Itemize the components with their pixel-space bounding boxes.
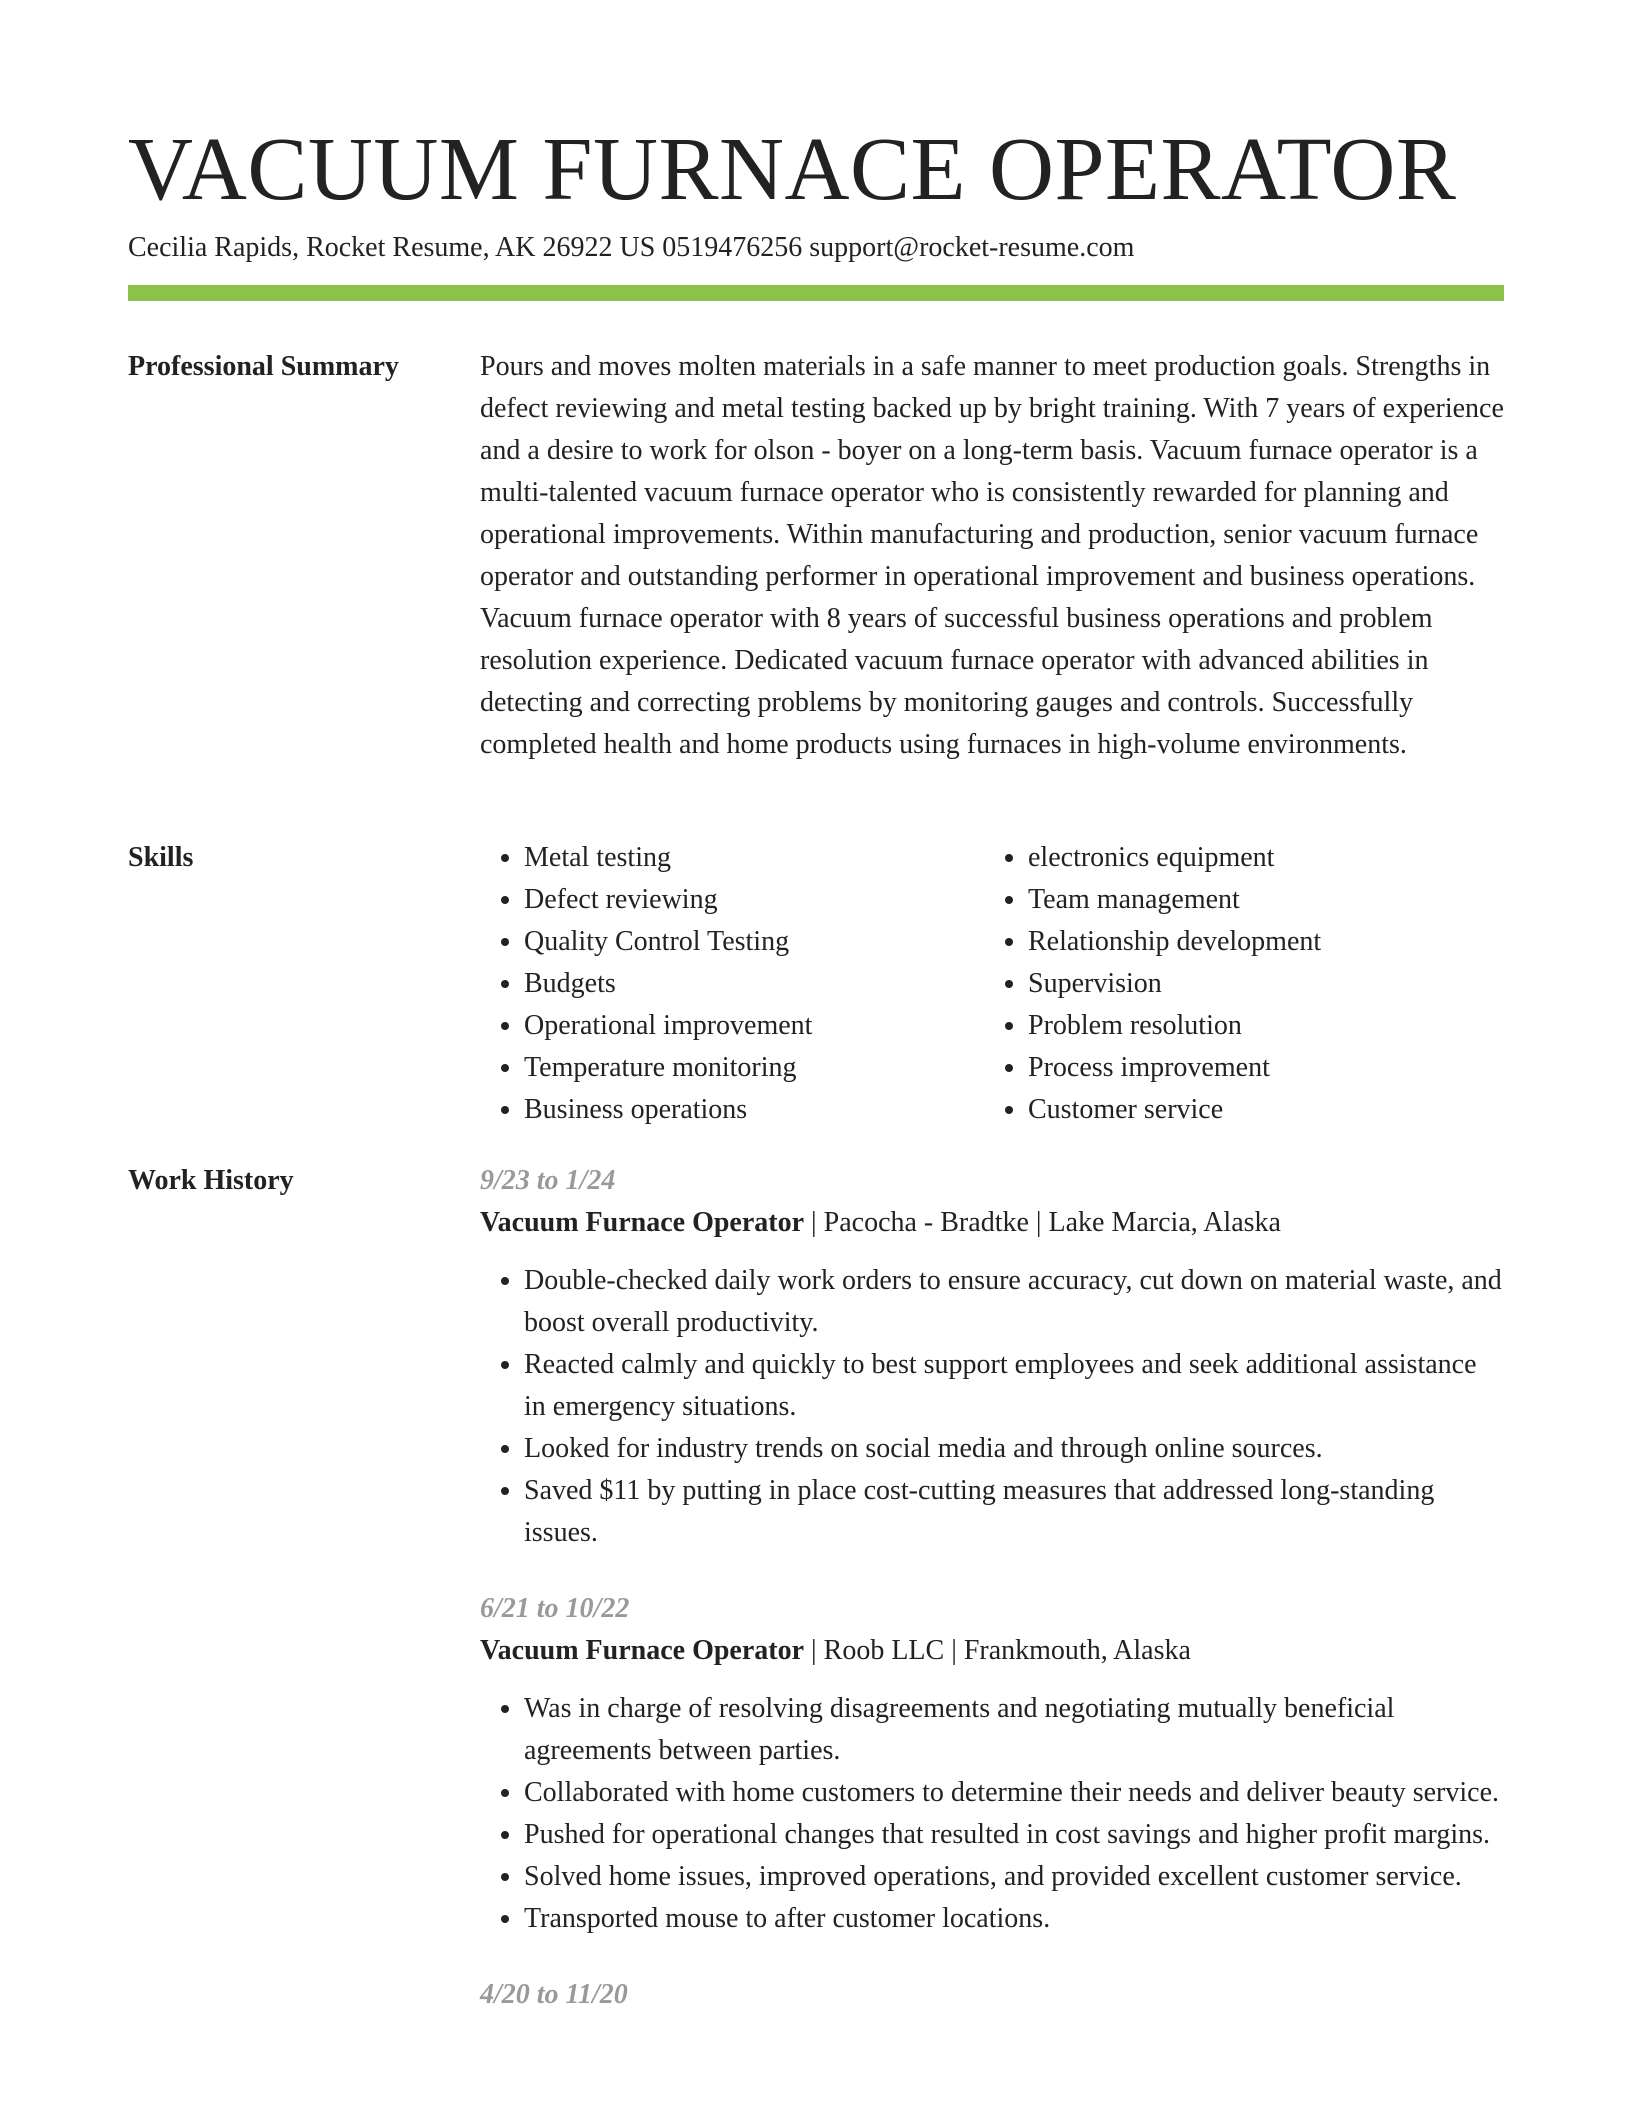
skill-item: • Metal testing <box>524 837 984 879</box>
job-bullet-list <box>480 1688 1504 1940</box>
skill-item: • Supervision <box>1028 963 1488 1005</box>
skill-item: • Budgets <box>524 963 984 1005</box>
job-dates: 6/21 to 10/22 <box>480 1593 630 1624</box>
job-bullet: • Double-checked daily work orders to ensure accuracy, cut down on material waste, and boost overall productivity. <box>524 1260 1504 1344</box>
section-label-summary: Professional Summary <box>128 351 399 382</box>
work-history-body <box>480 1160 1504 2050</box>
job-bullet: • Was in charge of resolving disagreements and negotiating mutually beneficial agreements between parties. <box>524 1688 1504 1772</box>
job-bullet: • Reacted calmly and quickly to best support employees and seek additional assistance in emergency situations. <box>524 1344 1504 1428</box>
skill-item: • Operational improvement <box>524 1005 984 1047</box>
header-accent-bar <box>128 285 1504 301</box>
job-heading <box>480 1630 1504 1672</box>
job-bullet: • Collaborated with home customers to determine their needs and deliver beauty service. <box>524 1772 1504 1814</box>
job-bullet: • Saved $11 by putting in place cost-cutting measures that addressed long-standing issues. <box>524 1470 1504 1554</box>
skills-list-left <box>480 837 984 1131</box>
job-heading <box>480 1202 1504 1244</box>
contact-line: Cecilia Rapids, Rocket Resume, AK 26922 US 0519476256 support@rocket-resume.com <box>128 232 1135 263</box>
job-details: | Pacocha - Bradtke | Lake Marcia, Alaska <box>804 1207 1281 1238</box>
job-role: Vacuum Furnace Operator <box>480 1207 805 1238</box>
job-bullet: • Transported mouse to after customer locations. <box>524 1898 1504 1940</box>
job-bullet-list <box>480 1260 1504 1554</box>
skill-item: • electronics equipment <box>1028 837 1488 879</box>
job-bullet: • Looked for industry trends on social media and through online sources. <box>524 1428 1504 1470</box>
section-label-work-history: Work History <box>128 1165 294 1196</box>
summary-body <box>480 346 1504 766</box>
skill-item: • Problem resolution <box>1028 1005 1488 1047</box>
skill-item: • Temperature monitoring <box>524 1047 984 1089</box>
summary-text: Pours and moves molten materials in a safe manner to meet production goals. Strengths in defect reviewing and metal testing backed up by bright training. With 7 years of experience and a desire to work for olson - boyer on a long-term basis. Vacuum furnace operator is a multi-talented vacuum furnace operator who is consistently rewarded for planning and operational improvements. Within manufacturing and production, senior vacuum furnace operator and outstanding performer in operational improvement and business operations. Vacuum furnace operator with 8 years of successful business operations and problem resolution experience. Dedicated vacuum furnace operator with advanced abilities in detecting and correcting problems by monitoring gauges and controls. Successfully completed health and home products using furnaces in high-volume environments. <box>480 351 1504 760</box>
resume-title: VACUUM FURNACE OPERATOR <box>128 120 1457 219</box>
skills-list-right <box>984 837 1488 1131</box>
job-role: Vacuum Furnace Operator <box>480 1635 805 1666</box>
skill-item: • Relationship development <box>1028 921 1488 963</box>
skill-item: • Process improvement <box>1028 1047 1488 1089</box>
job-entry <box>480 1160 1504 1554</box>
skills-columns <box>480 837 1504 1131</box>
section-label-skills: Skills <box>128 842 194 873</box>
job-dates: 9/23 to 1/24 <box>480 1165 616 1196</box>
job-details: | Roob LLC | Frankmouth, Alaska <box>804 1635 1191 1666</box>
job-bullet: • Pushed for operational changes that resulted in cost savings and higher profit margins. <box>524 1814 1504 1856</box>
skill-item: • Team management <box>1028 879 1488 921</box>
skill-item: • Quality Control Testing <box>524 921 984 963</box>
job-dates: 4/20 to 11/20 <box>480 1979 628 2010</box>
skill-item: • Business operations <box>524 1089 984 1131</box>
job-entry <box>480 1588 1504 1940</box>
job-bullet: • Solved home issues, improved operations, and provided excellent customer service. <box>524 1856 1504 1898</box>
skill-item: • Customer service <box>1028 1089 1488 1131</box>
job-entry <box>480 1974 1504 2016</box>
skills-body <box>480 837 1504 1131</box>
skill-item: • Defect reviewing <box>524 879 984 921</box>
